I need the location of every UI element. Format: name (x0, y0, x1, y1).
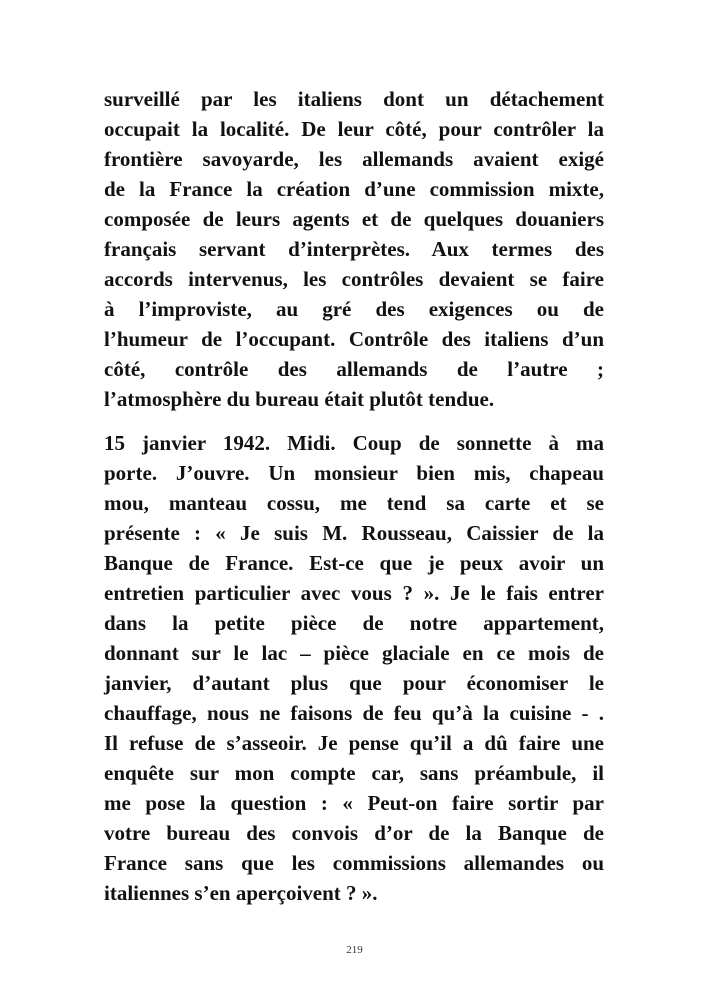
paragraph-1-line-11: l’atmosphère du bureau était plutôt tendue. (104, 387, 495, 411)
page-number: 219 (346, 944, 363, 956)
paragraph-2 (104, 428, 604, 908)
paragraph-1-line-7: accords intervenus, les contrôles devaient se faire (104, 267, 604, 291)
paragraph-1-line-6: français servant d’interprètes. Aux termes des (104, 237, 604, 261)
paragraph-1-line-5: composée de leurs agents et de quelques douaniers (104, 207, 604, 231)
paragraph-2-line-1: 15 janvier 1942. Midi. Coup de sonnette à ma (104, 431, 604, 455)
paragraph-2-line-16: italiennes s’en aperçoivent ? ». (104, 881, 378, 905)
paragraph-1-line-1: surveillé par les italiens dont un détachement (104, 87, 604, 111)
paragraph-2-line-12: enquête sur mon compte car, sans préambule, il (104, 761, 604, 785)
paragraph-1-line-9: l’humeur de l’occupant. Contrôle des italiens d’un (104, 327, 604, 351)
paragraph-2-line-7: dans la petite pièce de notre appartement, (104, 611, 604, 635)
paragraph-2-line-8: donnant sur le lac – pièce glaciale en ce mois de (104, 641, 604, 665)
paragraph-2-line-15: France sans que les commissions allemandes ou (104, 851, 604, 875)
paragraph-1-line-4: de la France la création d’une commission mixte, (104, 177, 604, 201)
paragraph-2-line-13: me pose la question : « Peut-on faire sortir par (104, 791, 604, 815)
paragraph-2-line-9: janvier, d’autant plus que pour économiser le (104, 671, 604, 695)
paragraph-1 (104, 84, 604, 414)
paragraph-1-line-10: côté, contrôle des allemands de l’autre ; (104, 357, 604, 381)
paragraph-1-line-3: frontière savoyarde, les allemands avaient exigé (104, 147, 604, 171)
paragraph-2-line-11: Il refuse de s’asseoir. Je pense qu’il a dû faire une (104, 731, 604, 755)
paragraph-2-line-5: Banque de France. Est-ce que je peux avoir un (104, 551, 604, 575)
paragraph-2-line-14: votre bureau des convois d’or de la Banque de (104, 821, 604, 845)
paragraph-1-line-8: à l’improviste, au gré des exigences ou de (104, 297, 604, 321)
paragraph-2-line-3: mou, manteau cossu, me tend sa carte et se (104, 491, 604, 515)
paragraph-2-line-2: porte. J’ouvre. Un monsieur bien mis, chapeau (104, 461, 604, 485)
paragraph-2-line-4: présente : « Je suis M. Rousseau, Caissier de la (104, 521, 604, 545)
paragraph-1-line-2: occupait la localité. De leur côté, pour contrôler la (104, 117, 604, 141)
paragraph-2-line-10: chauffage, nous ne faisons de feu qu’à la cuisine - . (104, 701, 604, 725)
paragraph-2-line-6: entretien particulier avec vous ? ». Je le fais entrer (104, 581, 604, 605)
